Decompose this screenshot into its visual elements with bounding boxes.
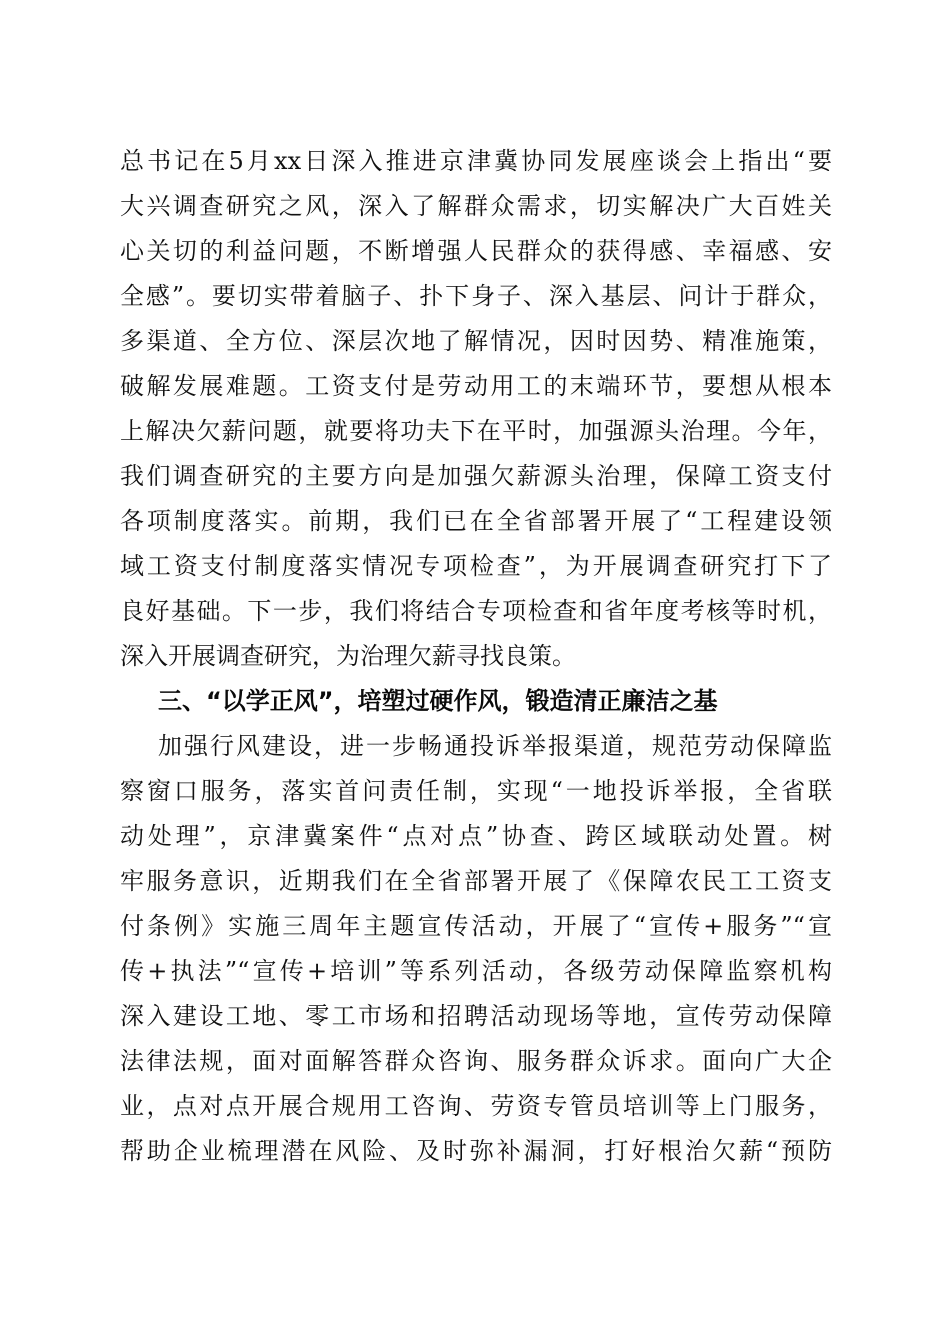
paragraph-1-line-9: 各项制度落实。前期，我们已在全省部署开展了“工程建设领: [120, 507, 832, 535]
paragraph-2-line-3: 动处理”，京津冀案件“点对点”协查、跨区域联动处置。树: [120, 822, 832, 850]
paragraph-2-line-7: 深入建设工地、零工市场和招聘活动现场等地，宣传劳动保障: [120, 1002, 832, 1030]
paragraph-1-line-1: 总书记在5月xx日深入推进京津冀协同发展座谈会上指出“要: [120, 147, 832, 175]
paragraph-1-line-6: 破解发展难题。工资支付是劳动用工的末端环节，要想从根本: [120, 372, 832, 400]
paragraph-1-line-12: 深入开展调查研究，为治理欠薪寻找良策。: [120, 642, 576, 670]
paragraph-1-line-4: 全感”。要切实带着脑子、扑下身子、深入基层、问计于群众，: [120, 282, 832, 310]
paragraph-2-line-6: 传+执法”“宣传+培训”等系列活动，各级劳动保障监察机构: [120, 957, 832, 985]
paragraph-2-line-8: 法律法规，面对面解答群众咨询、服务群众诉求。面向广大企: [120, 1047, 832, 1075]
paragraph-1-line-2: 大兴调查研究之风，深入了解群众需求，切实解决广大百姓关: [120, 192, 832, 220]
paragraph-1-line-3: 心关切的利益问题，不断增强人民群众的获得感、幸福感、安: [120, 237, 832, 265]
paragraph-1-line-5: 多渠道、全方位、深层次地了解情况，因时因势、精准施策，: [120, 327, 832, 355]
paragraph-2-line-4: 牢服务意识，近期我们在全省部署开展了《保障农民工工资支: [120, 867, 832, 895]
paragraph-2-line-9: 业，点对点开展合规用工咨询、劳资专管员培训等上门服务，: [120, 1092, 832, 1120]
paragraph-2-line-10: 帮助企业梳理潜在风险、及时弥补漏洞，打好根治欠薪“预防: [120, 1137, 832, 1165]
paragraph-1-line-11: 良好基础。下一步，我们将结合专项检查和省年度考核等时机，: [120, 597, 832, 625]
paragraph-2-line-2: 察窗口服务，落实首问责任制，实现“一地投诉举报，全省联: [120, 777, 832, 805]
paragraph-2-line-5: 付条例》实施三周年主题宣传活动，开展了“宣传+服务”“宣: [120, 912, 832, 940]
paragraph-2-line-1: 加强行风建设，进一步畅通投诉举报渠道，规范劳动保障监: [158, 732, 832, 760]
section-heading-3: 三、“以学正风”，培塑过硬作风，锻造清正廉洁之基: [158, 687, 718, 715]
paragraph-1-line-10: 域工资支付制度落实情况专项检查”，为开展调查研究打下了: [120, 552, 832, 580]
paragraph-1-line-7: 上解决欠薪问题，就要将功夫下在平时，加强源头治理。今年，: [120, 417, 832, 445]
paragraph-1-line-8: 我们调查研究的主要方向是加强欠薪源头治理，保障工资支付: [120, 462, 832, 490]
